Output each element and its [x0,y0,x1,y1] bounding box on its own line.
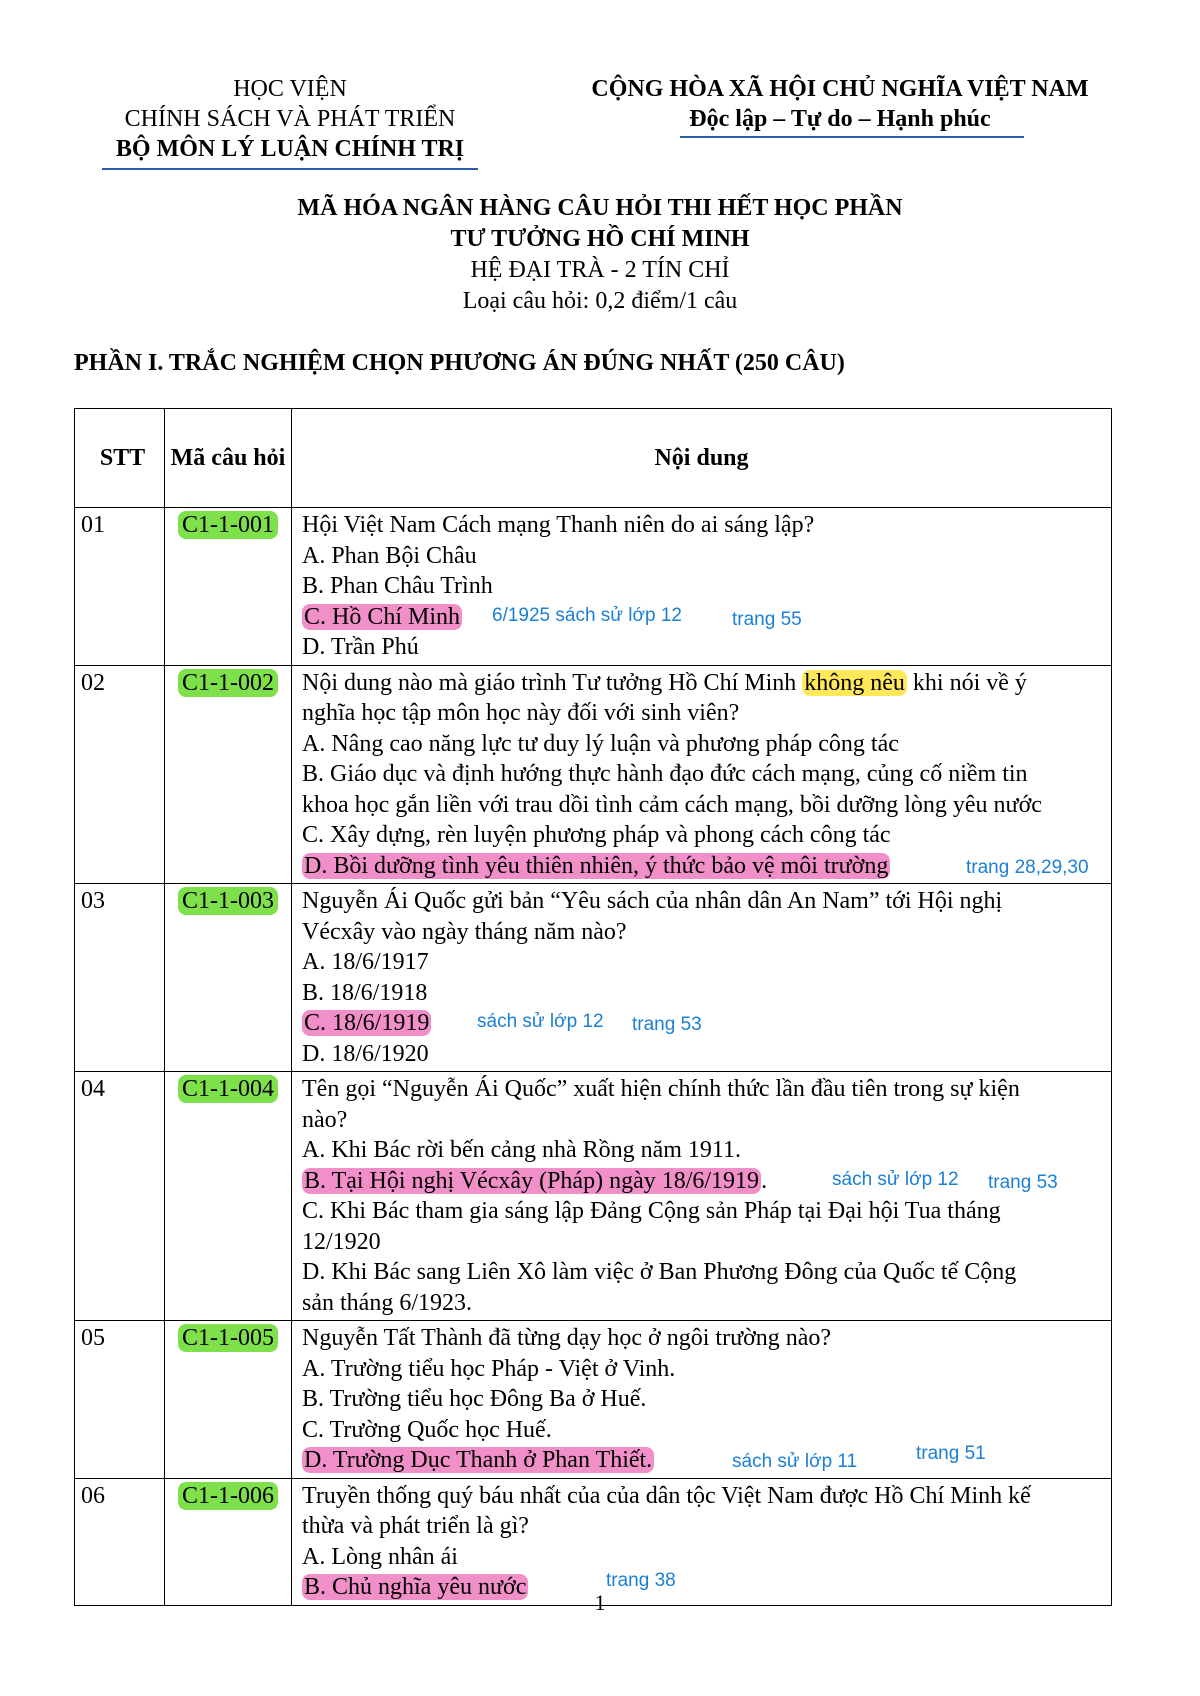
margin-note: 6/1925 sách sử lớp 12 [492,604,682,626]
question-content: Tên gọi “Nguyễn Ái Quốc” xuất hiện chính thức lần đầu tiên trong sự kiện nào? A. Khi Bác rời bến cảng nhà Rồng năm 1911. B. Tại Hội nghị Vécxây (Pháp) ngày 18/6/1919. sách sử lớp 12 trang 53 C. Khi Bác tham gia sáng lập Đảng Cộng sản Pháp tại Đại hội Tua tháng 12/1920 D. Khi Bác sang Liên Xô làm việc ở Ban Phương Đông của Quốc tế Cộng sản tháng 6/1923. [292,1072,1112,1321]
question-content [292,884,1112,1072]
question-text: Nguyễn Ái Quốc gửi bản “Yêu sách của nhân dân An Nam” tới Hội nghị [302,888,1003,914]
question-text: khi nói về ý [906,669,1027,696]
option: sản tháng 6/1923. [302,1289,472,1316]
program-type: HỆ ĐẠI TRÀ - 2 TÍN CHỈ [470,257,730,283]
row-stt: 02 [75,665,165,884]
question-code: C1-1-001 [178,511,278,539]
national-motto: Độc lập – Tự do – Hạnh phúc [689,106,991,132]
question-code: C1-1-005 [178,1324,278,1352]
question-table [74,408,1112,1606]
option: C. Xây dựng, rèn luyện phương pháp và phong cách công tác [302,822,891,848]
option: B. Trường tiểu học Đông Ba ở Huế. [302,1386,647,1412]
table-row [75,884,1112,1072]
correct-option: D. Trường Dục Thanh ở Phan Thiết. [304,1447,653,1473]
question-text: thừa và phát triển là gì? [302,1513,529,1539]
document-titles [0,193,1200,317]
option: D. Khi Bác sang Liên Xô làm việc ở Ban Phương Đông của Quốc tế Cộng [302,1259,1017,1285]
question-text: nào? [302,1106,348,1133]
margin-note: sách sử lớp 12 [477,1011,604,1032]
correct-option: C. 18/6/1919 [304,1010,430,1036]
option: A. 18/6/1917 [302,949,429,975]
option: A. Nâng cao năng lực tư duy lý luận và phương pháp công tác [302,730,899,757]
institution-line-1: HỌC VIỆN [233,76,347,102]
row-stt: 06 [75,1478,165,1605]
highlighted-keyword: không nêu [804,669,905,696]
question-text: Truyền thống quý báu nhất của của dân tộc Việt Nam được Hồ Chí Minh kế [302,1482,1031,1509]
option: B. 18/6/1918 [302,979,428,1006]
option: A. Phan Bội Châu [302,542,477,569]
correct-option: D. Bồi dưỡng tình yêu thiên nhiên, ý thức bảo vệ môi trường [304,852,889,879]
correct-option: C. Hồ Chí Minh [304,603,461,630]
option: A. Khi Bác rời bến cảng nhà Rồng năm 1911. [302,1137,742,1163]
correct-option: B. Tại Hội nghị Vécxây (Pháp) ngày 18/6/1919 [304,1167,760,1194]
header-stt: STT [75,409,165,508]
question-type: Loại câu hỏi: 0,2 điểm/1 câu [462,288,738,314]
option: D. 18/6/1920 [302,1040,429,1067]
motto-underline [680,136,1024,138]
question-code: C1-1-006 [178,1482,278,1510]
national-header [540,74,1140,134]
option: B. Giáo dục và định hướng thực hành đạo đức cách mạng, củng cố niềm tin [302,761,1028,787]
row-stt: 03 [75,884,165,1072]
question-code: C1-1-003 [178,887,278,915]
margin-note: trang 51 [916,1443,986,1464]
question-content [292,1478,1112,1605]
row-stt: 04 [75,1072,165,1321]
margin-note: sách sử lớp 11 [732,1451,858,1472]
option: A. Lòng nhân ái [302,1543,458,1570]
option: A. Trường tiểu học Pháp - Việt ở Vinh. [302,1355,676,1382]
course-title: TƯ TƯỞNG HỒ CHÍ MINH [450,226,750,252]
correct-option: B. Chủ nghĩa yêu nước [304,1574,527,1600]
table-row [75,1072,1112,1321]
question-code: C1-1-004 [178,1075,278,1103]
header-content: Nội dung [292,409,1112,508]
institution-line-2: CHÍNH SÁCH VÀ PHÁT TRIỂN [124,106,456,132]
table-header-row [75,409,1112,508]
header-code: Mã câu hỏi [165,409,292,508]
margin-note: trang 38 [606,1570,676,1591]
question-text: Nguyễn Tất Thành đã từng dạy học ở ngôi trường nào? [302,1325,832,1351]
table-row [75,508,1112,666]
margin-note: sách sử lớp 12 [832,1168,959,1190]
question-text: nghĩa học tập môn học này đối với sinh viên? [302,700,740,726]
question-code: C1-1-002 [178,669,278,697]
question-text: Nội dung nào mà giáo trình Tư tưởng Hồ Chí Minh [302,669,803,696]
document-title: MÃ HÓA NGÂN HÀNG CÂU HỎI THI HẾT HỌC PHẦN [297,195,903,221]
question-content [292,665,1112,884]
option: 12/1920 [302,1228,381,1255]
table-row [75,1478,1112,1605]
row-stt: 01 [75,508,165,666]
option: C. Khi Bác tham gia sáng lập Đảng Cộng sản Pháp tại Đại hội Tua tháng [302,1198,1001,1224]
margin-note: trang 53 [988,1171,1058,1193]
question-text: Vécxây vào ngày tháng năm nào? [302,918,627,945]
row-stt: 05 [75,1321,165,1479]
margin-note: trang 55 [732,608,802,630]
question-text: Hội Việt Nam Cách mạng Thanh niên do ai sáng lập? [302,512,815,538]
part-title: PHẦN I. TRẮC NGHIỆM CHỌN PHƯƠNG ÁN ĐÚNG NHẤT (250 CÂU) [74,350,845,376]
margin-note: trang 28,29,30 [966,856,1089,878]
question-content [292,1321,1112,1479]
institution-header [60,74,520,164]
margin-note: trang 53 [632,1014,702,1035]
option: D. Trần Phú [302,634,419,660]
option: C. Trường Quốc học Huế. [302,1416,552,1443]
department-name: BỘ MÔN LÝ LUẬN CHÍNH TRỊ [115,136,465,162]
national-title: CỘNG HÒA XÃ HỘI CHỦ NGHĨA VIỆT NAM [591,76,1089,102]
option: B. Phan Châu Trình [302,573,493,599]
option: khoa học gắn liền với trau dồi tình cảm cách mạng, bồi dưỡng lòng yêu nước [302,791,1042,818]
table-row [75,665,1112,884]
question-content [292,508,1112,666]
question-text: Tên gọi “Nguyễn Ái Quốc” xuất hiện chính thức lần đầu tiên trong sự kiện [302,1076,1020,1102]
page-number: 1 [594,1590,606,1615]
department-underline [102,168,478,170]
table-row [75,1321,1112,1479]
